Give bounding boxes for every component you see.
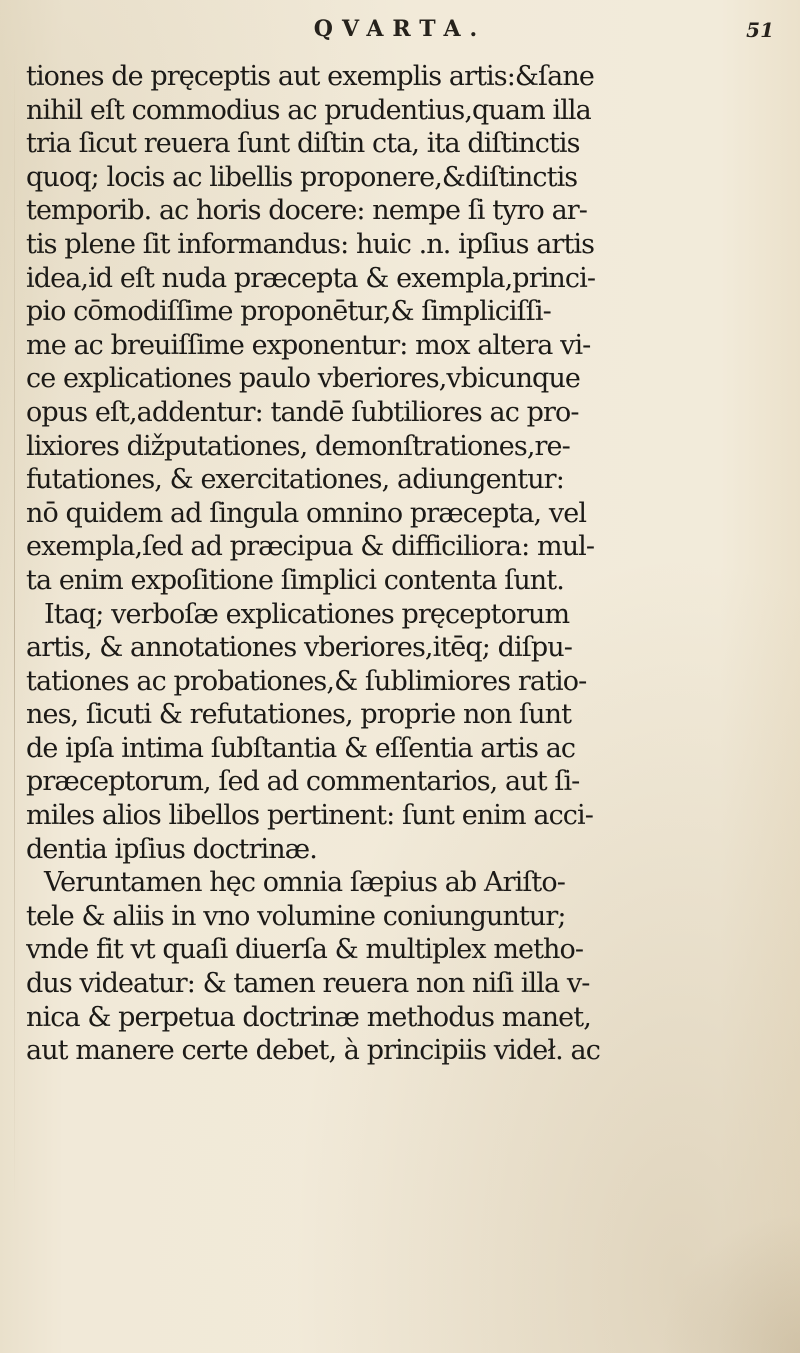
text-line-18: artis, & annotationes vberiores,itēq; diſpu- xyxy=(26,632,572,664)
text-line-6: tis plene ſit informandus: huic .n. ipſius artis xyxy=(26,228,595,260)
text-line-23: miles alios libellos pertinent: ſunt enim acci- xyxy=(26,800,593,832)
text-line-5: temporib. ac horis docere: nempe ſi tyro ar- xyxy=(26,195,587,227)
text-line-8: pio cōmodiſſime proponētur,& ſimpliciſſi- xyxy=(26,296,551,328)
text-line-11: opus eſt,addentur: tandē ſubtiliores ac pro- xyxy=(26,396,579,428)
text-line-24: dentia ipſius doctrinæ. xyxy=(26,833,317,865)
text-line-13: futationes, & exercitationes, adiungentur: xyxy=(26,464,564,496)
text-line-7: idea,id eſt nuda præcepta & exempla,princi- xyxy=(26,262,596,294)
text-line-3: tria ſicut reuera ſunt diſtin cta, ita diſtinctis xyxy=(26,128,580,160)
text-line-29: nica & perpetua doctrinæ methodus manet, xyxy=(26,1001,591,1033)
page-header xyxy=(0,14,800,54)
paper-stain xyxy=(660,1213,800,1353)
text-line-30: aut manere certe debet, à principiis videł. ac xyxy=(26,1035,600,1067)
body-text xyxy=(26,60,788,1068)
text-line-1: tiones de pręceptis aut exemplis artis:&ſane xyxy=(26,61,594,92)
text-line-27: vnde fit vt quaſi diuerſa & multiplex metho- xyxy=(26,934,584,966)
gutter-shadow xyxy=(14,60,15,1210)
text-line-15: exempla,ſed ad præcipua & difficiliora: mul- xyxy=(26,531,595,563)
text-line-28: dus videatur: & tamen reuera non niſi illa v- xyxy=(26,968,590,1000)
running-head: QVARTA. xyxy=(313,16,487,42)
text-line-25: Veruntamen hęc omnia ſæpius ab Ariſto- xyxy=(44,867,565,899)
text-line-17: Itaq; verboſæ explicationes pręceptorum xyxy=(44,598,570,630)
text-line-19: tationes ac probationes,& ſublimiores ratio- xyxy=(26,665,587,697)
text-line-12: lixiores dižputationes, demonſtrationes,re- xyxy=(26,430,570,462)
text-line-2: nihil eſt commodius ac prudentius,quam illa xyxy=(26,94,591,126)
text-line-16: ta enim expoſitione ſimplici contenta ſunt. xyxy=(26,564,564,596)
text-line-4: quoq; locis ac libellis proponere,&diſtinctis xyxy=(26,161,578,193)
folio-number: 51 xyxy=(746,18,774,42)
text-line-22: præceptorum, ſed ad commentarios, aut ſi- xyxy=(26,766,580,798)
text-line-10: ce explicationes paulo vberiores,vbicunque xyxy=(26,363,581,395)
text-line-14: nō quidem ad ſingula omnino præcepta, vel xyxy=(26,497,587,529)
text-line-26: tele & aliis in vno volumine coniunguntur; xyxy=(26,900,566,932)
text-line-20: nes, ſicuti & refutationes, proprie non ſunt xyxy=(26,699,572,731)
text-line-9: me ac breuiſſime exponentur: mox altera vi- xyxy=(26,329,591,361)
text-line-21: de ipſa intima ſubſtantia & eſſentia artis ac xyxy=(26,732,576,764)
